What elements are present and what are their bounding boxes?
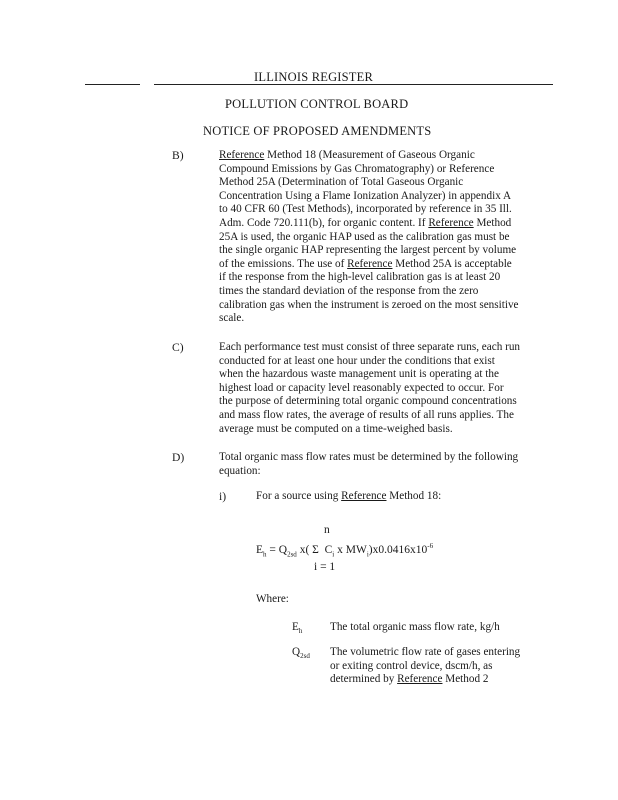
eq-mw: x MW (334, 544, 367, 556)
def-q-text: or exiting control device, dscm/h, as (330, 659, 493, 672)
item-c-line: and mass flow rates, the average of results of all runs applies. The (219, 408, 514, 421)
item-b-text: Method 18 (Measurement of Gaseous Organic (264, 149, 475, 161)
subitem-i-text (256, 490, 441, 504)
eq-lhs: E (256, 544, 264, 556)
def-eh-symbol (292, 621, 302, 635)
sum-upper-limit: n (324, 524, 330, 536)
item-c-line: highest load or capacity level reasonably expected to occur. For (219, 381, 504, 394)
header-rule (85, 84, 553, 85)
def-q-text: determined by (330, 673, 398, 686)
eq-close: )x0.0416x10 (368, 544, 428, 556)
item-b-text: if the response from the high-level calibration gas is at least 20 (219, 271, 501, 284)
def-q-symbol (292, 646, 310, 660)
item-c-line: the purpose of determining total organic compound concentrations (219, 395, 517, 408)
item-b-line (219, 190, 549, 204)
item-b-line (219, 217, 549, 231)
reference-link-text: Reference (397, 673, 443, 686)
item-b-text: scale. (219, 312, 245, 325)
reference-link-text: Reference (428, 216, 474, 229)
def-eh-sub: h (298, 627, 303, 636)
item-b-line (219, 203, 549, 217)
eq-sigma: Σ (312, 544, 319, 556)
item-b-text: of the emissions. The use of (219, 257, 348, 270)
subitem-i-reference: Reference (341, 490, 387, 502)
subitem-i-post: Method 18: (386, 490, 442, 502)
item-b-text: Method 25A is acceptable (392, 257, 512, 270)
eq-mw-sub: i (366, 550, 369, 559)
item-b-text: times the standard deviation of the response from the zero (219, 284, 479, 297)
item-b-line (219, 312, 549, 326)
where-label: Where: (256, 593, 289, 605)
item-b-line (219, 163, 549, 177)
def-q-line (330, 646, 550, 660)
eq-equals-q: = Q (266, 544, 288, 556)
item-d-line: equation: (219, 464, 261, 477)
item-b-line (219, 149, 549, 163)
board-title: POLLUTION CONTROL BOARD (225, 97, 409, 111)
item-b-line (219, 271, 549, 285)
def-eh-text (330, 621, 550, 635)
item-b-text: to 40 CFR 60 (Test Methods), incorporated by reference in 35 Ill. (219, 203, 512, 216)
item-b-text: Method 25A (Determination of Total Gaseous Organic (219, 176, 464, 189)
def-q-sub: 2sd (300, 652, 310, 661)
mass-flow-equation (256, 542, 434, 559)
item-b-line (219, 176, 549, 190)
item-d-label: D) (172, 451, 185, 464)
eq-open: x( (296, 544, 313, 556)
eq-ci-sub: i (332, 550, 335, 559)
item-b-line (219, 258, 549, 272)
item-c-label: C) (172, 341, 184, 354)
item-b-text: Compound Emissions by Gas Chromatography) or Reference (219, 162, 495, 175)
sum-lower-limit: i = 1 (314, 561, 336, 573)
def-eh-sym: E (292, 621, 299, 633)
item-b-line (219, 285, 549, 299)
header-rule-gap (140, 82, 154, 86)
item-c-line: conducted for at least one hour under the conditions that exist (219, 354, 495, 367)
item-d-paragraph (219, 451, 549, 478)
item-b-line (219, 299, 549, 313)
item-b-text: the single organic HAP representing the largest percent by volume (219, 244, 517, 257)
def-eh-text: The total organic mass flow rate, kg/h (330, 621, 500, 633)
notice-title: NOTICE OF PROPOSED AMENDMENTS (203, 124, 432, 138)
reference-link-text: Reference (347, 257, 393, 270)
def-eh-line (330, 621, 550, 635)
item-b-paragraph (219, 149, 549, 326)
item-b-text: calibration gas when the instrument is zeroed on the most sensitive (219, 298, 519, 311)
item-d-line: Total organic mass flow rates must be determined by the following (219, 451, 519, 463)
subitem-i-label: i) (219, 490, 227, 503)
item-b-text: 25A is used, the organic HAP used as the calibration gas must be (219, 230, 510, 243)
def-q-text: The volumetric flow rate of gases entering (330, 646, 521, 658)
item-b-line (219, 244, 549, 258)
item-b-text: Concentration Using a Flame Ionization Analyzer) in appendix A (219, 189, 512, 202)
def-q-text: Method 2 (442, 673, 489, 686)
subitem-i-pre: For a source using (256, 490, 342, 502)
item-c-line: average must be computed on a time-weighed basis. (219, 422, 453, 435)
item-c-line: Each performance test must consist of three separate runs, each run (219, 341, 521, 353)
def-q-line (330, 660, 550, 674)
item-b-line (219, 231, 549, 245)
eq-exp: -6 (427, 542, 434, 551)
item-b-text: Method (473, 216, 512, 229)
def-q-text (330, 646, 550, 687)
item-b-text: Adm. Code 720.111(b), for organic content. If (219, 216, 429, 229)
def-q-line (330, 673, 550, 687)
def-q-sym: Q (292, 646, 301, 658)
register-title: ILLINOIS REGISTER (254, 70, 374, 84)
item-c-line: when the hazardous waste management unit is operating at the (219, 368, 499, 381)
reference-link-text: Reference (219, 149, 265, 161)
eq-q-sub: 2sd (287, 550, 297, 559)
item-c-paragraph (219, 341, 549, 436)
eq-lhs-sub: h (263, 550, 267, 559)
eq-ci: C (324, 544, 333, 556)
item-b-label: B) (172, 149, 184, 162)
